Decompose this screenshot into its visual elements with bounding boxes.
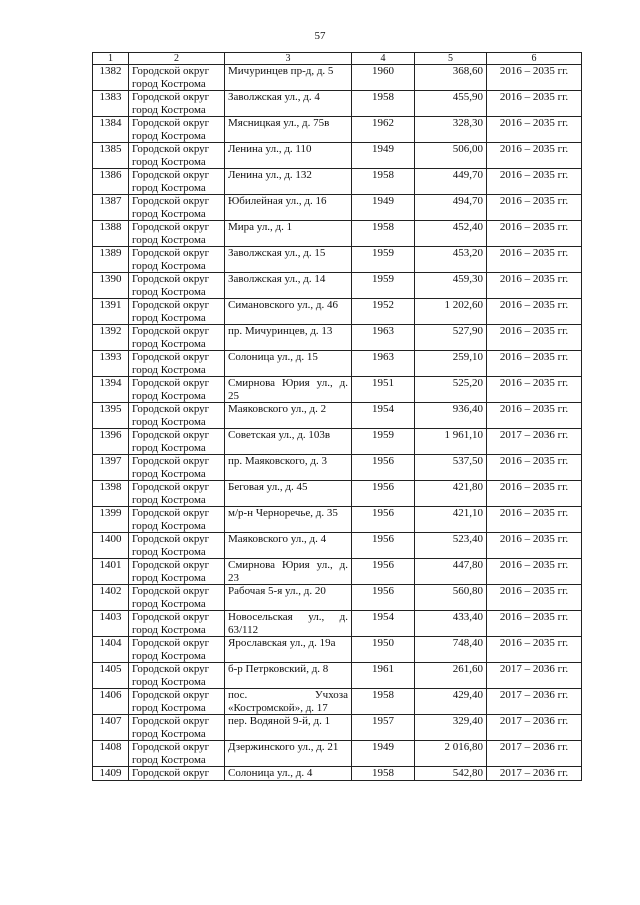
area-cell: 455,90 — [415, 91, 487, 117]
district-cell: Городской округ город Кострома — [129, 299, 225, 325]
repair-period-cell: 2016 – 2035 гг. — [487, 325, 582, 351]
year-built-cell: 1954 — [352, 611, 415, 637]
repair-period-cell: 2016 – 2035 гг. — [487, 195, 582, 221]
repair-period-cell: 2016 – 2035 гг. — [487, 559, 582, 585]
area-cell: 433,40 — [415, 611, 487, 637]
table-row — [93, 533, 582, 559]
district-cell: Городской округ город Кострома — [129, 247, 225, 273]
repair-period-cell: 2016 – 2035 гг. — [487, 351, 582, 377]
repair-period-cell: 2016 – 2035 гг. — [487, 611, 582, 637]
year-built-cell: 1959 — [352, 247, 415, 273]
table-row — [93, 273, 582, 299]
area-cell: 447,80 — [415, 559, 487, 585]
column-header-4: 4 — [352, 53, 415, 65]
table-row — [93, 507, 582, 533]
year-built-cell: 1957 — [352, 715, 415, 741]
address-cell: Рабочая 5-я ул., д. 20 — [225, 585, 352, 611]
district-cell: Городской округ город Кострома — [129, 325, 225, 351]
district-cell: Городской округ город Кострома — [129, 65, 225, 91]
row-number: 1384 — [93, 117, 129, 143]
address-cell: Заволжская ул., д. 4 — [225, 91, 352, 117]
year-built-cell: 1956 — [352, 507, 415, 533]
address-cell: Ленина ул., д. 132 — [225, 169, 352, 195]
district-cell: Городской округ город Кострома — [129, 169, 225, 195]
table-row — [93, 65, 582, 91]
table-row — [93, 767, 582, 781]
column-header-3: 3 — [225, 53, 352, 65]
row-number: 1392 — [93, 325, 129, 351]
district-cell: Городской округ город Кострома — [129, 507, 225, 533]
row-number: 1394 — [93, 377, 129, 403]
table-row — [93, 117, 582, 143]
address-cell: пр. Маяковского, д. 3 — [225, 455, 352, 481]
area-cell: 329,40 — [415, 715, 487, 741]
address-cell: Мичуринцев пр-д, д. 5 — [225, 65, 352, 91]
row-number: 1386 — [93, 169, 129, 195]
address-cell: Солоница ул., д. 15 — [225, 351, 352, 377]
area-cell: 328,30 — [415, 117, 487, 143]
district-cell: Городской округ город Кострома — [129, 455, 225, 481]
row-number: 1398 — [93, 481, 129, 507]
row-number: 1401 — [93, 559, 129, 585]
row-number: 1382 — [93, 65, 129, 91]
year-built-cell: 1954 — [352, 403, 415, 429]
housing-registry-table — [92, 52, 582, 781]
district-cell: Городской округ город Кострома — [129, 481, 225, 507]
repair-period-cell: 2016 – 2035 гг. — [487, 533, 582, 559]
table-row — [93, 715, 582, 741]
area-cell: 748,40 — [415, 637, 487, 663]
area-cell: 523,40 — [415, 533, 487, 559]
year-built-cell: 1956 — [352, 533, 415, 559]
district-cell: Городской округ город Кострома — [129, 689, 225, 715]
district-cell: Городской округ город Кострома — [129, 403, 225, 429]
area-cell: 1 202,60 — [415, 299, 487, 325]
repair-period-cell: 2017 – 2036 гг. — [487, 429, 582, 455]
year-built-cell: 1952 — [352, 299, 415, 325]
row-number: 1397 — [93, 455, 129, 481]
area-cell: 449,70 — [415, 169, 487, 195]
year-built-cell: 1951 — [352, 377, 415, 403]
area-cell: 542,80 — [415, 767, 487, 781]
year-built-cell: 1958 — [352, 91, 415, 117]
area-cell: 525,20 — [415, 377, 487, 403]
column-header-5: 5 — [415, 53, 487, 65]
district-cell: Городской округ город Кострома — [129, 273, 225, 299]
district-cell: Городской округ город Кострома — [129, 143, 225, 169]
table-row — [93, 585, 582, 611]
address-cell: Ленина ул., д. 110 — [225, 143, 352, 169]
repair-period-cell: 2016 – 2035 гг. — [487, 403, 582, 429]
address-cell: Маяковского ул., д. 2 — [225, 403, 352, 429]
row-number: 1395 — [93, 403, 129, 429]
district-cell: Городской округ город Кострома — [129, 741, 225, 767]
table-row — [93, 689, 582, 715]
row-number: 1396 — [93, 429, 129, 455]
year-built-cell: 1956 — [352, 559, 415, 585]
row-number: 1409 — [93, 767, 129, 781]
year-built-cell: 1956 — [352, 585, 415, 611]
repair-period-cell: 2017 – 2036 гг. — [487, 689, 582, 715]
address-cell: Заволжская ул., д. 15 — [225, 247, 352, 273]
repair-period-cell: 2016 – 2035 гг. — [487, 169, 582, 195]
district-cell: Городской округ город Кострома — [129, 663, 225, 689]
table-row — [93, 559, 582, 585]
area-cell: 537,50 — [415, 455, 487, 481]
area-cell: 936,40 — [415, 403, 487, 429]
row-number: 1403 — [93, 611, 129, 637]
repair-period-cell: 2016 – 2035 гг. — [487, 481, 582, 507]
row-number: 1390 — [93, 273, 129, 299]
year-built-cell: 1959 — [352, 273, 415, 299]
address-cell: Беговая ул., д. 45 — [225, 481, 352, 507]
district-cell: Городской округ город Кострома — [129, 91, 225, 117]
repair-period-cell: 2016 – 2035 гг. — [487, 65, 582, 91]
repair-period-cell: 2016 – 2035 гг. — [487, 247, 582, 273]
table-row — [93, 143, 582, 169]
row-number: 1389 — [93, 247, 129, 273]
address-cell: пер. Водяной 9-й, д. 1 — [225, 715, 352, 741]
address-cell: Солоница ул., д. 4 — [225, 767, 352, 781]
address-cell: пос. Учхоза «Костромской», д. 17 — [225, 689, 352, 715]
year-built-cell: 1960 — [352, 65, 415, 91]
table-row — [93, 247, 582, 273]
district-cell: Городской округ город Кострома — [129, 195, 225, 221]
row-number: 1387 — [93, 195, 129, 221]
repair-period-cell: 2016 – 2035 гг. — [487, 221, 582, 247]
area-cell: 261,60 — [415, 663, 487, 689]
district-cell: Городской округ город Кострома — [129, 351, 225, 377]
address-cell: б-р Петрковский, д. 8 — [225, 663, 352, 689]
table-row — [93, 481, 582, 507]
address-cell: м/р-н Черноречье, д. 35 — [225, 507, 352, 533]
year-built-cell: 1949 — [352, 195, 415, 221]
table-row — [93, 325, 582, 351]
district-cell: Городской округ город Кострома — [129, 429, 225, 455]
district-cell: Городской округ город Кострома — [129, 637, 225, 663]
repair-period-cell: 2017 – 2036 гг. — [487, 741, 582, 767]
year-built-cell: 1949 — [352, 143, 415, 169]
area-cell: 421,80 — [415, 481, 487, 507]
row-number: 1385 — [93, 143, 129, 169]
table-row — [93, 91, 582, 117]
area-cell: 1 961,10 — [415, 429, 487, 455]
area-cell: 494,70 — [415, 195, 487, 221]
address-cell: пр. Мичуринцев, д. 13 — [225, 325, 352, 351]
district-cell: Городской округ город Кострома — [129, 611, 225, 637]
address-cell: Мясницкая ул., д. 75в — [225, 117, 352, 143]
year-built-cell: 1959 — [352, 429, 415, 455]
year-built-cell: 1950 — [352, 637, 415, 663]
row-number: 1393 — [93, 351, 129, 377]
year-built-cell: 1961 — [352, 663, 415, 689]
year-built-cell: 1963 — [352, 325, 415, 351]
table-row — [93, 195, 582, 221]
row-number: 1408 — [93, 741, 129, 767]
row-number: 1402 — [93, 585, 129, 611]
column-header-2: 2 — [129, 53, 225, 65]
repair-period-cell: 2017 – 2036 гг. — [487, 663, 582, 689]
district-cell: Городской округ город Кострома — [129, 221, 225, 247]
address-cell: Смирнова Юрия ул., д. 23 — [225, 559, 352, 585]
year-built-cell: 1963 — [352, 351, 415, 377]
table-row — [93, 403, 582, 429]
table-row — [93, 351, 582, 377]
row-number: 1399 — [93, 507, 129, 533]
address-cell: Советская ул., д. 103в — [225, 429, 352, 455]
repair-period-cell: 2016 – 2035 гг. — [487, 273, 582, 299]
repair-period-cell: 2016 – 2035 гг. — [487, 585, 582, 611]
repair-period-cell: 2017 – 2036 гг. — [487, 767, 582, 781]
repair-period-cell: 2016 – 2035 гг. — [487, 377, 582, 403]
table-header-row — [93, 53, 582, 65]
repair-period-cell: 2016 – 2035 гг. — [487, 117, 582, 143]
district-cell: Городской округ город Кострома — [129, 377, 225, 403]
table-body — [93, 65, 582, 781]
district-cell: Городской округ город Кострома — [129, 559, 225, 585]
row-number: 1407 — [93, 715, 129, 741]
area-cell: 527,90 — [415, 325, 487, 351]
repair-period-cell: 2016 – 2035 гг. — [487, 143, 582, 169]
row-number: 1400 — [93, 533, 129, 559]
district-cell: Городской округ город Кострома — [129, 533, 225, 559]
address-cell: Мира ул., д. 1 — [225, 221, 352, 247]
area-cell: 453,20 — [415, 247, 487, 273]
repair-period-cell: 2016 – 2035 гг. — [487, 455, 582, 481]
district-cell: Городской округ город Кострома — [129, 117, 225, 143]
year-built-cell: 1958 — [352, 169, 415, 195]
table-row — [93, 299, 582, 325]
district-cell: Городской округ — [129, 767, 225, 781]
year-built-cell: 1962 — [352, 117, 415, 143]
page-number: 57 — [314, 30, 326, 42]
district-cell: Городской округ город Кострома — [129, 585, 225, 611]
row-number: 1405 — [93, 663, 129, 689]
address-cell: Симановского ул., д. 46 — [225, 299, 352, 325]
address-cell: Дзержинского ул., д. 21 — [225, 741, 352, 767]
year-built-cell: 1958 — [352, 689, 415, 715]
repair-period-cell: 2017 – 2036 гг. — [487, 715, 582, 741]
address-cell: Смирнова Юрия ул., д. 25 — [225, 377, 352, 403]
row-number: 1406 — [93, 689, 129, 715]
column-header-1: 1 — [93, 53, 129, 65]
area-cell: 421,10 — [415, 507, 487, 533]
table-row — [93, 221, 582, 247]
area-cell: 452,40 — [415, 221, 487, 247]
address-cell: Ярославская ул., д. 19а — [225, 637, 352, 663]
year-built-cell: 1956 — [352, 481, 415, 507]
district-cell: Городской округ город Кострома — [129, 715, 225, 741]
area-cell: 2 016,80 — [415, 741, 487, 767]
table-row — [93, 663, 582, 689]
area-cell: 368,60 — [415, 65, 487, 91]
row-number: 1404 — [93, 637, 129, 663]
address-cell: Маяковского ул., д. 4 — [225, 533, 352, 559]
year-built-cell: 1958 — [352, 767, 415, 781]
repair-period-cell: 2016 – 2035 гг. — [487, 507, 582, 533]
row-number: 1383 — [93, 91, 129, 117]
area-cell: 459,30 — [415, 273, 487, 299]
area-cell: 506,00 — [415, 143, 487, 169]
year-built-cell: 1956 — [352, 455, 415, 481]
column-header-6: 6 — [487, 53, 582, 65]
row-number: 1388 — [93, 221, 129, 247]
year-built-cell: 1958 — [352, 221, 415, 247]
address-cell: Юбилейная ул., д. 16 — [225, 195, 352, 221]
area-cell: 259,10 — [415, 351, 487, 377]
area-cell: 429,40 — [415, 689, 487, 715]
year-built-cell: 1949 — [352, 741, 415, 767]
row-number: 1391 — [93, 299, 129, 325]
repair-period-cell: 2016 – 2035 гг. — [487, 91, 582, 117]
repair-period-cell: 2016 – 2035 гг. — [487, 299, 582, 325]
table-row — [93, 377, 582, 403]
table-row — [93, 169, 582, 195]
table-row — [93, 741, 582, 767]
table-row — [93, 637, 582, 663]
address-cell: Заволжская ул., д. 14 — [225, 273, 352, 299]
area-cell: 560,80 — [415, 585, 487, 611]
table-row — [93, 611, 582, 637]
address-cell: Новосельская ул., д. 63/112 — [225, 611, 352, 637]
repair-period-cell: 2016 – 2035 гг. — [487, 637, 582, 663]
table-row — [93, 455, 582, 481]
table-row — [93, 429, 582, 455]
